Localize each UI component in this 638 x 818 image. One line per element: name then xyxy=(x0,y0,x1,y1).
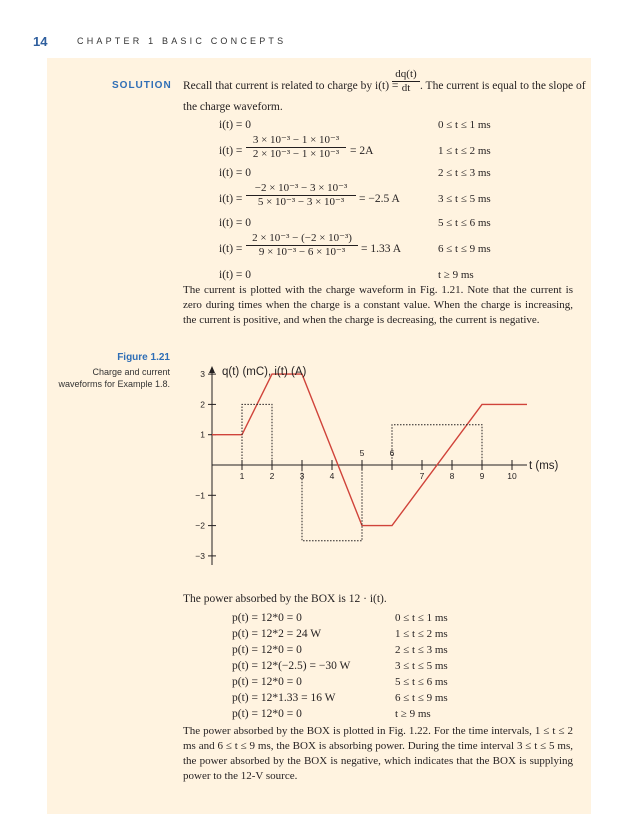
current-row-3-range: 2 ≤ t ≤ 3 ms xyxy=(438,167,491,179)
y-tick-label: −2 xyxy=(195,520,205,531)
x-tick-label: 3 xyxy=(299,471,305,481)
x-tick-label: 10 xyxy=(507,471,517,481)
current-row-6-result: = 1.33 A xyxy=(361,243,402,255)
current-row-4-den: 5 × 10⁻³ − 3 × 10⁻³ xyxy=(257,196,345,208)
current-row-2-result: = 2A xyxy=(350,145,374,157)
current-row-5-range: 5 ≤ t ≤ 6 ms xyxy=(438,217,491,229)
x-tick-label: 6 xyxy=(389,448,395,458)
current-row-5-lhs: i(t) = 0 xyxy=(219,217,252,229)
current-row-2-lhs: i(t) = xyxy=(219,145,243,157)
power-row-6-range: 6 ≤ t ≤ 9 ms xyxy=(395,692,448,704)
power-row-4-range: 3 ≤ t ≤ 5 ms xyxy=(395,660,448,672)
current-row-2-den: 2 × 10⁻³ − 1 × 10⁻³ xyxy=(252,148,340,160)
page-number: 14 xyxy=(33,34,48,49)
y-tick-label: 3 xyxy=(200,369,205,380)
intro-fraction-num: dq(t) xyxy=(392,68,420,82)
current-row-4-result: = −2.5 A xyxy=(359,193,400,205)
power-row-6-expr: p(t) = 12*1.33 = 16 W xyxy=(232,692,336,704)
power-row-4-expr: p(t) = 12*(−2.5) = −30 W xyxy=(232,660,351,672)
current-row-4-range: 3 ≤ t ≤ 5 ms xyxy=(438,193,491,205)
power-row-5-range: 5 ≤ t ≤ 6 ms xyxy=(395,676,448,688)
current-row-6-fraction xyxy=(246,232,358,259)
intro-text-b: . The current is equal to the slope of xyxy=(420,80,586,92)
power-row-7-expr: p(t) = 12*0 = 0 xyxy=(232,708,302,720)
x-tick-label: 4 xyxy=(329,471,335,481)
power-row-2-range: 1 ≤ t ≤ 2 ms xyxy=(395,628,448,640)
figure-label xyxy=(50,352,170,390)
x-tick-label: 1 xyxy=(239,471,245,481)
intro-fraction-den: dt xyxy=(401,82,411,94)
figure-caption-line-1: Charge and current xyxy=(92,367,170,377)
current-row-1-range: 0 ≤ t ≤ 1 ms xyxy=(438,119,491,131)
current-waveform-line xyxy=(212,404,512,540)
current-row-6-num: 2 × 10⁻³ − (−2 × 10⁻³) xyxy=(246,232,358,246)
solution-label: SOLUTION xyxy=(112,80,172,91)
x-axis-label: t (ms) xyxy=(529,460,559,472)
power-row-1-expr: p(t) = 12*0 = 0 xyxy=(232,612,302,624)
x-tick-label: 9 xyxy=(479,471,485,481)
figure-caption-line-2: waveforms for Example 1.8. xyxy=(58,379,170,389)
power-row-3-expr: p(t) = 12*0 = 0 xyxy=(232,644,302,656)
current-row-3-lhs: i(t) = 0 xyxy=(219,167,252,179)
power-row-3-range: 2 ≤ t ≤ 3 ms xyxy=(395,644,448,656)
current-row-6-den: 9 × 10⁻³ − 6 × 10⁻³ xyxy=(258,246,346,258)
plot-paragraph: The current is plotted with the charge waveform in Fig. 1.21. Note that the current is zero during times when the charge is a constant value. When the charge is increasing, the current is positive, and when the charge is decreasing, the current is negative. xyxy=(183,284,573,326)
current-row-2-fraction xyxy=(246,134,346,161)
intro-fraction xyxy=(392,68,420,95)
current-row-6-lhs: i(t) = xyxy=(219,243,243,255)
current-row-4-fraction xyxy=(246,182,356,209)
charge-current-chart xyxy=(170,345,570,575)
power-row-5-expr: p(t) = 12*0 = 0 xyxy=(232,676,302,688)
x-tick-label: 7 xyxy=(419,471,425,481)
current-row-7-lhs: i(t) = 0 xyxy=(219,269,252,281)
current-row-6-range: 6 ≤ t ≤ 9 ms xyxy=(438,243,491,255)
y-tick-label: −1 xyxy=(195,490,205,501)
current-row-2-range: 1 ≤ t ≤ 2 ms xyxy=(438,145,491,157)
x-tick-label: 8 xyxy=(449,471,455,481)
chapter-title: CHAPTER 1 BASIC CONCEPTS xyxy=(77,36,287,46)
y-axis-label: q(t) (mC), i(t) (A) xyxy=(222,366,307,379)
power-row-7-range: t ≥ 9 ms xyxy=(395,708,431,720)
y-tick-label: −3 xyxy=(195,550,205,561)
y-tick-label: 1 xyxy=(200,429,205,440)
y-tick-label: 2 xyxy=(200,399,205,410)
current-row-2-num: 3 × 10⁻³ − 1 × 10⁻³ xyxy=(246,134,346,148)
power-row-2-expr: p(t) = 12*2 = 24 W xyxy=(232,628,322,640)
intro-text-c: the charge waveform. xyxy=(183,101,283,113)
power-intro: The power absorbed by the BOX is 12 · i(t). xyxy=(183,593,387,605)
intro-text-a: Recall that current is related to charge by i(t) = xyxy=(183,80,399,92)
y-axis-arrow xyxy=(209,366,215,373)
closing-paragraph: The power absorbed by the BOX is plotted in Fig. 1.22. For the time intervals, 1 ≤ t ≤ 2 ms and 6 ≤ t ≤ 9 ms, the BOX is absorbing power. During the time interval 3 ≤ t ≤ 5 ms, the power absorbed by the BOX is negative, which indicates that the BOX is supplying power to the 12-V source. xyxy=(183,725,573,782)
charge-waveform-line xyxy=(212,374,527,525)
current-row-4-lhs: i(t) = xyxy=(219,193,243,205)
power-row-1-range: 0 ≤ t ≤ 1 ms xyxy=(395,612,448,624)
current-row-4-num: −2 × 10⁻³ − 3 × 10⁻³ xyxy=(246,182,356,196)
x-tick-label: 5 xyxy=(359,448,365,458)
current-row-1-lhs: i(t) = 0 xyxy=(219,119,252,131)
x-tick-label: 2 xyxy=(269,471,275,481)
current-row-7-range: t ≥ 9 ms xyxy=(438,269,474,281)
figure-number: Figure 1.21 xyxy=(117,352,170,363)
